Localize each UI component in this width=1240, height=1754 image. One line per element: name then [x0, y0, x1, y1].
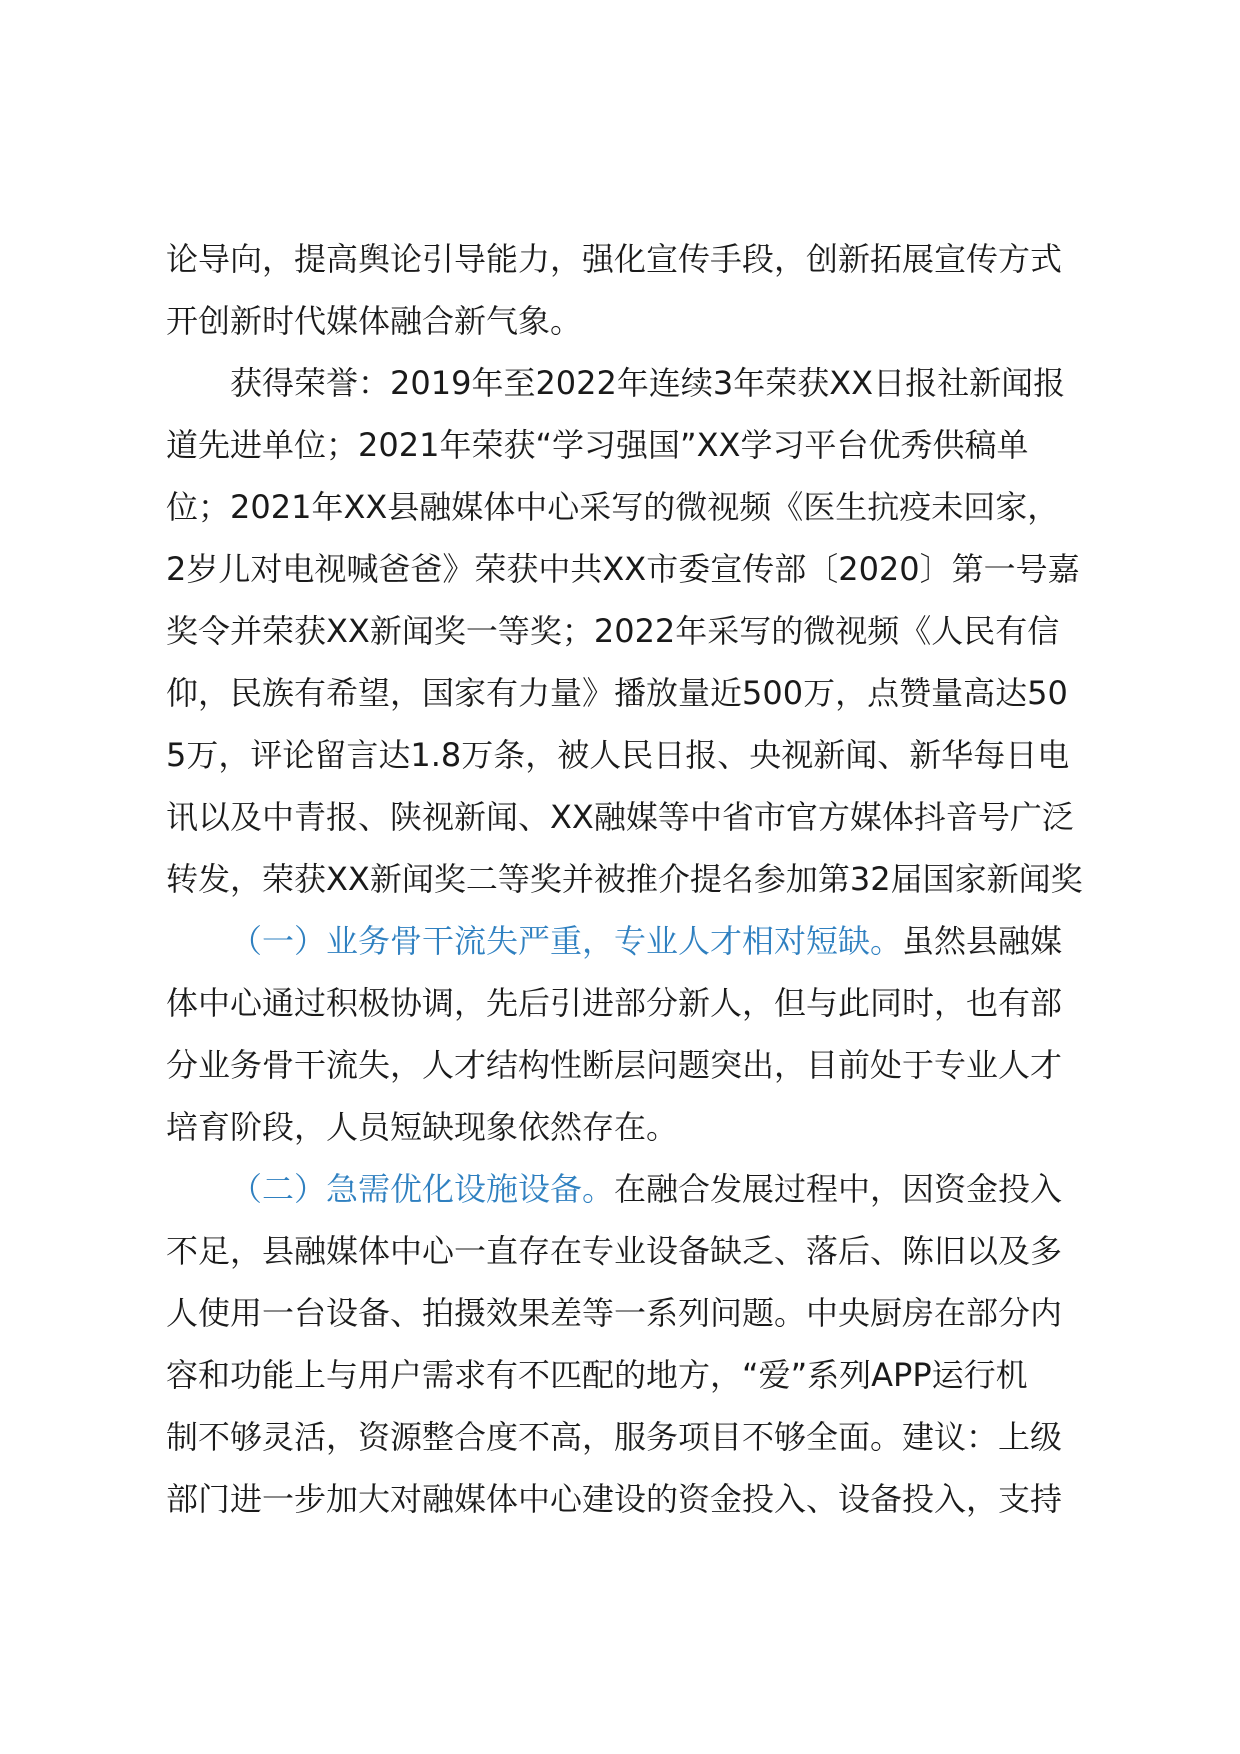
document-body: [166, 228, 1116, 1530]
paragraph-section-one: [166, 910, 1116, 1158]
text-line: 2岁儿对电视喊爸爸》荣获中共XX市委宣传部〔2020〕第一号嘉: [166, 550, 1080, 588]
paragraph-continuation: [166, 228, 1116, 352]
text-line: 开创新时代媒体融合新气象。: [166, 302, 583, 340]
paragraph-section-two: [166, 1158, 1116, 1530]
text-line: 位；2021年XX县融媒体中心采写的微视频《医生抗疫未回家，: [166, 488, 1060, 526]
section-heading: （二）急需优化设施设备。: [230, 1170, 615, 1208]
text-line: 获得荣誉：2019年至2022年连续3年荣获XX日报社新闻报: [230, 364, 1066, 402]
heading-trailing-text: 在融合发展过程中，因资金投入: [614, 1170, 1063, 1208]
text-line: 培育阶段，人员短缺现象依然存在。: [166, 1108, 679, 1146]
text-line: 仰，民族有希望，国家有力量》播放量近500万，点赞量高达50: [166, 674, 1068, 712]
section-heading: （一）业务骨干流失严重，专业人才相对短缺。: [230, 922, 903, 960]
text-line: 讯以及中青报、陕视新闻、XX融媒等中省市官方媒体抖音号广泛: [166, 798, 1074, 836]
text-line: 道先进单位；2021年荣获“学习强国”XX学习平台优秀供稿单: [166, 426, 1029, 464]
text-line: 论导向，提高舆论引导能力，强化宣传手段，创新拓展宣传方式: [166, 240, 1063, 278]
text-line: 容和功能上与用户需求有不匹配的地方，“爱”系列APP运行机: [166, 1356, 1028, 1394]
text-line: 5万，评论留言达1.8万条，被人民日报、央视新闻、新华每日电: [166, 736, 1070, 774]
text-line: [166, 1158, 1116, 1220]
heading-trailing-text: 虽然县融媒: [902, 922, 1063, 960]
text-line: 人使用一台设备、拍摄效果差等一系列问题。中央厨房在部分内: [166, 1294, 1063, 1332]
text-line: 制不够灵活，资源整合度不高，服务项目不够全面。建议：上级: [166, 1418, 1063, 1456]
text-line: 转发，荣获XX新闻奖二等奖并被推介提名参加第32届国家新闻奖: [166, 860, 1083, 898]
text-line: 奖令并荣获XX新闻奖一等奖；2022年采写的微视频《人民有信: [166, 612, 1060, 650]
text-line: 部门进一步加大对融媒体中心建设的资金投入、设备投入，支持: [166, 1480, 1063, 1518]
paragraph-honors: [166, 352, 1116, 910]
text-line: 体中心通过积极协调，先后引进部分新人，但与此同时，也有部: [166, 984, 1063, 1022]
text-line: 分业务骨干流失，人才结构性断层问题突出，目前处于专业人才: [166, 1046, 1063, 1084]
text-line: 不足，县融媒体中心一直存在专业设备缺乏、落后、陈旧以及多: [166, 1232, 1063, 1270]
text-line: [166, 910, 1116, 972]
